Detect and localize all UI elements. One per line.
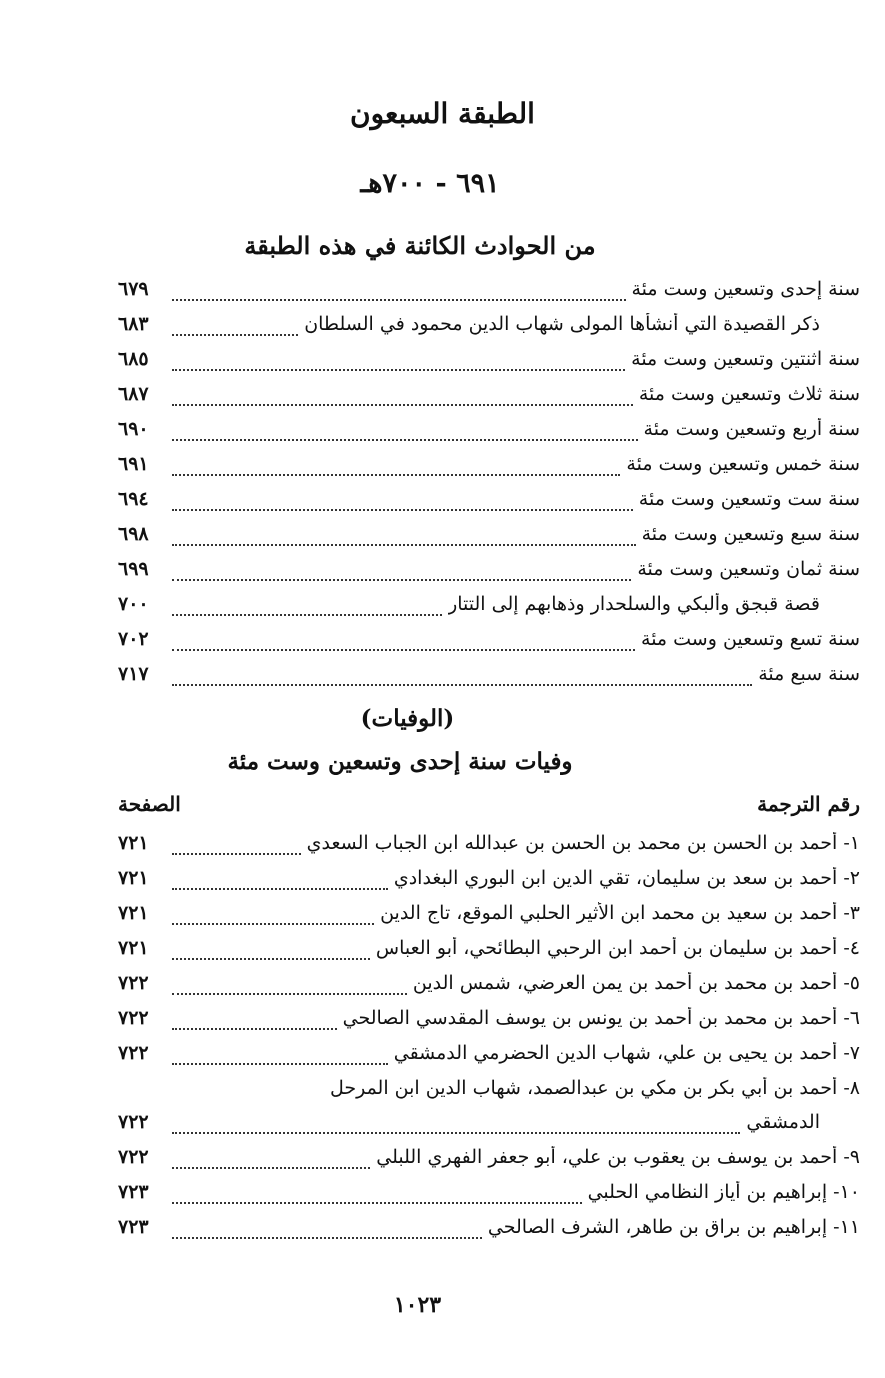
event-entry-page: ٦٨٧	[118, 383, 149, 405]
dot-leader	[172, 1028, 337, 1030]
death-entry	[118, 1181, 860, 1216]
death-entry	[118, 937, 860, 972]
event-entry-page: ٧١٧	[118, 663, 149, 685]
event-entry-text: ذكر القصيدة التي أنشأها المولى شهاب الدين محمود في السلطان	[304, 313, 820, 335]
event-entry	[118, 593, 860, 628]
dot-leader	[172, 853, 301, 855]
death-entry-text: ٥- أحمد بن محمد بن أحمد بن يمن العرضي، شمس الدين	[412, 972, 860, 994]
event-entry-page: ٦٨٥	[118, 348, 149, 370]
dot-leader	[172, 334, 298, 336]
event-entry	[118, 558, 860, 593]
death-entry-page: ٧٢٢	[118, 1042, 149, 1064]
dot-leader	[172, 993, 407, 995]
event-entry-page: ٧٠٠	[118, 593, 149, 615]
dot-leader	[172, 614, 442, 616]
event-entry	[118, 418, 860, 453]
death-entry-page: ٧٢٢	[118, 1007, 149, 1029]
dot-leader	[172, 404, 633, 406]
death-entry-text: ٤- أحمد بن سليمان بن أحمد ابن الرحبي البطائحي، أبو العباس	[375, 937, 860, 959]
event-entry	[118, 348, 860, 383]
death-entry	[118, 972, 860, 1007]
death-entry-text: ٨- أحمد بن أبي بكر بن مكي بن عبدالصمد، شهاب الدين ابن المرحل	[329, 1077, 860, 1099]
death-entry-text: ٩- أحمد بن يوسف بن يعقوب بن علي، أبو جعفر الفهري اللبلي	[376, 1146, 860, 1168]
dot-leader	[172, 544, 636, 546]
event-entry-page: ٦٨٣	[118, 313, 149, 335]
death-entry-page: ٧٢٣	[118, 1181, 149, 1203]
death-entry-text: ٣- أحمد بن سعيد بن محمد ابن الأثير الحلبي الموقع، تاج الدين	[380, 902, 860, 924]
event-entry-page: ٦٩٨	[118, 523, 149, 545]
dot-leader	[172, 579, 631, 581]
event-entry	[118, 313, 860, 348]
death-entry	[118, 1077, 860, 1111]
death-entry-text: ١١- إبراهيم بن براق بن طاهر، الشرف الصالحي	[487, 1216, 860, 1238]
death-entry	[118, 902, 860, 937]
death-entry-page: ٧٢٢	[118, 1111, 149, 1133]
event-entry	[118, 663, 860, 698]
dot-leader	[172, 1167, 370, 1169]
event-entry-text: قصة قبجق وألبكي والسلحدار وذهابهم إلى التتار	[448, 593, 820, 615]
dot-leader	[172, 299, 626, 301]
dot-leader	[172, 1202, 582, 1204]
column-headers	[118, 792, 860, 822]
entry-number-column-header: رقم الترجمة	[757, 792, 860, 816]
death-entry-text: ٢- أحمد بن سعد بن سليمان، تقي الدين ابن البوري البغدادي	[393, 867, 860, 889]
event-entry-text: سنة تسع وتسعين وست مئة	[641, 628, 860, 650]
page-number: ١٠٢٣	[393, 1292, 442, 1318]
event-entry	[118, 383, 860, 418]
death-entry-text: ١٠- إبراهيم بن أياز النظامي الحلبي	[587, 1181, 860, 1203]
event-entry-text: سنة ثمان وتسعين وست مئة	[637, 558, 860, 580]
deaths-year-heading: وفيات سنة إحدى وتسعين وست مئة	[227, 748, 573, 775]
dot-leader	[172, 684, 752, 686]
event-entry-page: ٦٩٤	[118, 488, 149, 510]
deaths-list	[118, 832, 860, 1251]
death-entry-text: ٦- أحمد بن محمد بن أحمد بن يونس بن يوسف المقدسي الصالحي	[342, 1007, 860, 1029]
death-entry	[118, 867, 860, 902]
event-entry-text: سنة ثلاث وتسعين وست مئة	[638, 383, 860, 405]
date-range-subtitle: ٦٩١ - ٧٠٠هـ	[360, 168, 500, 199]
event-entry-text: سنة ست وتسعين وست مئة	[638, 488, 860, 510]
dot-leader	[172, 1132, 740, 1134]
dot-leader	[172, 439, 638, 441]
deaths-heading: (الوفيات)	[360, 705, 455, 732]
page-title: الطبقة السبعون	[350, 97, 535, 130]
event-entry-page: ٦٩١	[118, 453, 149, 475]
death-entry-text: الدمشقي	[746, 1111, 820, 1133]
death-entry-page: ٧٢٢	[118, 1146, 149, 1168]
event-entry	[118, 488, 860, 523]
event-entry	[118, 453, 860, 488]
death-entry	[118, 1146, 860, 1181]
death-entry-page: ٧٢٢	[118, 972, 149, 994]
event-entry	[118, 278, 860, 313]
event-entry-text: سنة سبع مئة	[758, 663, 860, 685]
event-entry-text: سنة إحدى وتسعين وست مئة	[631, 278, 860, 300]
event-entry-page: ٧٠٢	[118, 628, 149, 650]
dot-leader	[172, 958, 370, 960]
dot-leader	[172, 509, 633, 511]
death-entry	[118, 1042, 860, 1077]
event-entry-page: ٦٩٩	[118, 558, 149, 580]
event-entry-text: سنة أربع وتسعين وست مئة	[643, 418, 860, 440]
death-entry-page: ٧٢٣	[118, 1216, 149, 1238]
event-entry-text: سنة خمس وتسعين وست مئة	[626, 453, 860, 475]
event-entry-text: سنة سبع وتسعين وست مئة	[641, 523, 860, 545]
events-list	[118, 278, 860, 698]
dot-leader	[172, 474, 620, 476]
death-entry	[118, 1216, 860, 1251]
dot-leader	[172, 369, 625, 371]
event-entry	[118, 523, 860, 558]
dot-leader	[172, 1237, 482, 1239]
death-entry-text: ٧- أحمد بن يحيى بن علي، شهاب الدين الحضرمي الدمشقي	[393, 1042, 860, 1064]
death-entry-text: ١- أحمد بن الحسن بن محمد بن الحسن بن عبدالله ابن الجباب السعدي	[306, 832, 860, 854]
events-heading: من الحوادث الكائنة في هذه الطبقة	[244, 231, 596, 260]
death-entry-page: ٧٢١	[118, 867, 149, 889]
event-entry-page: ٦٧٩	[118, 278, 149, 300]
dot-leader	[172, 923, 374, 925]
death-entry	[118, 832, 860, 867]
event-entry-text: سنة اثنتين وتسعين وست مئة	[631, 348, 860, 370]
dot-leader	[172, 649, 635, 651]
death-entry	[118, 1007, 860, 1042]
page-column-header: الصفحة	[118, 792, 181, 816]
death-entry-page: ٧٢١	[118, 902, 149, 924]
death-entry	[118, 1111, 860, 1146]
event-entry-page: ٦٩٠	[118, 418, 149, 440]
death-entry-page: ٧٢١	[118, 937, 149, 959]
dot-leader	[172, 888, 388, 890]
event-entry	[118, 628, 860, 663]
death-entry-page: ٧٢١	[118, 832, 149, 854]
dot-leader	[172, 1063, 388, 1065]
